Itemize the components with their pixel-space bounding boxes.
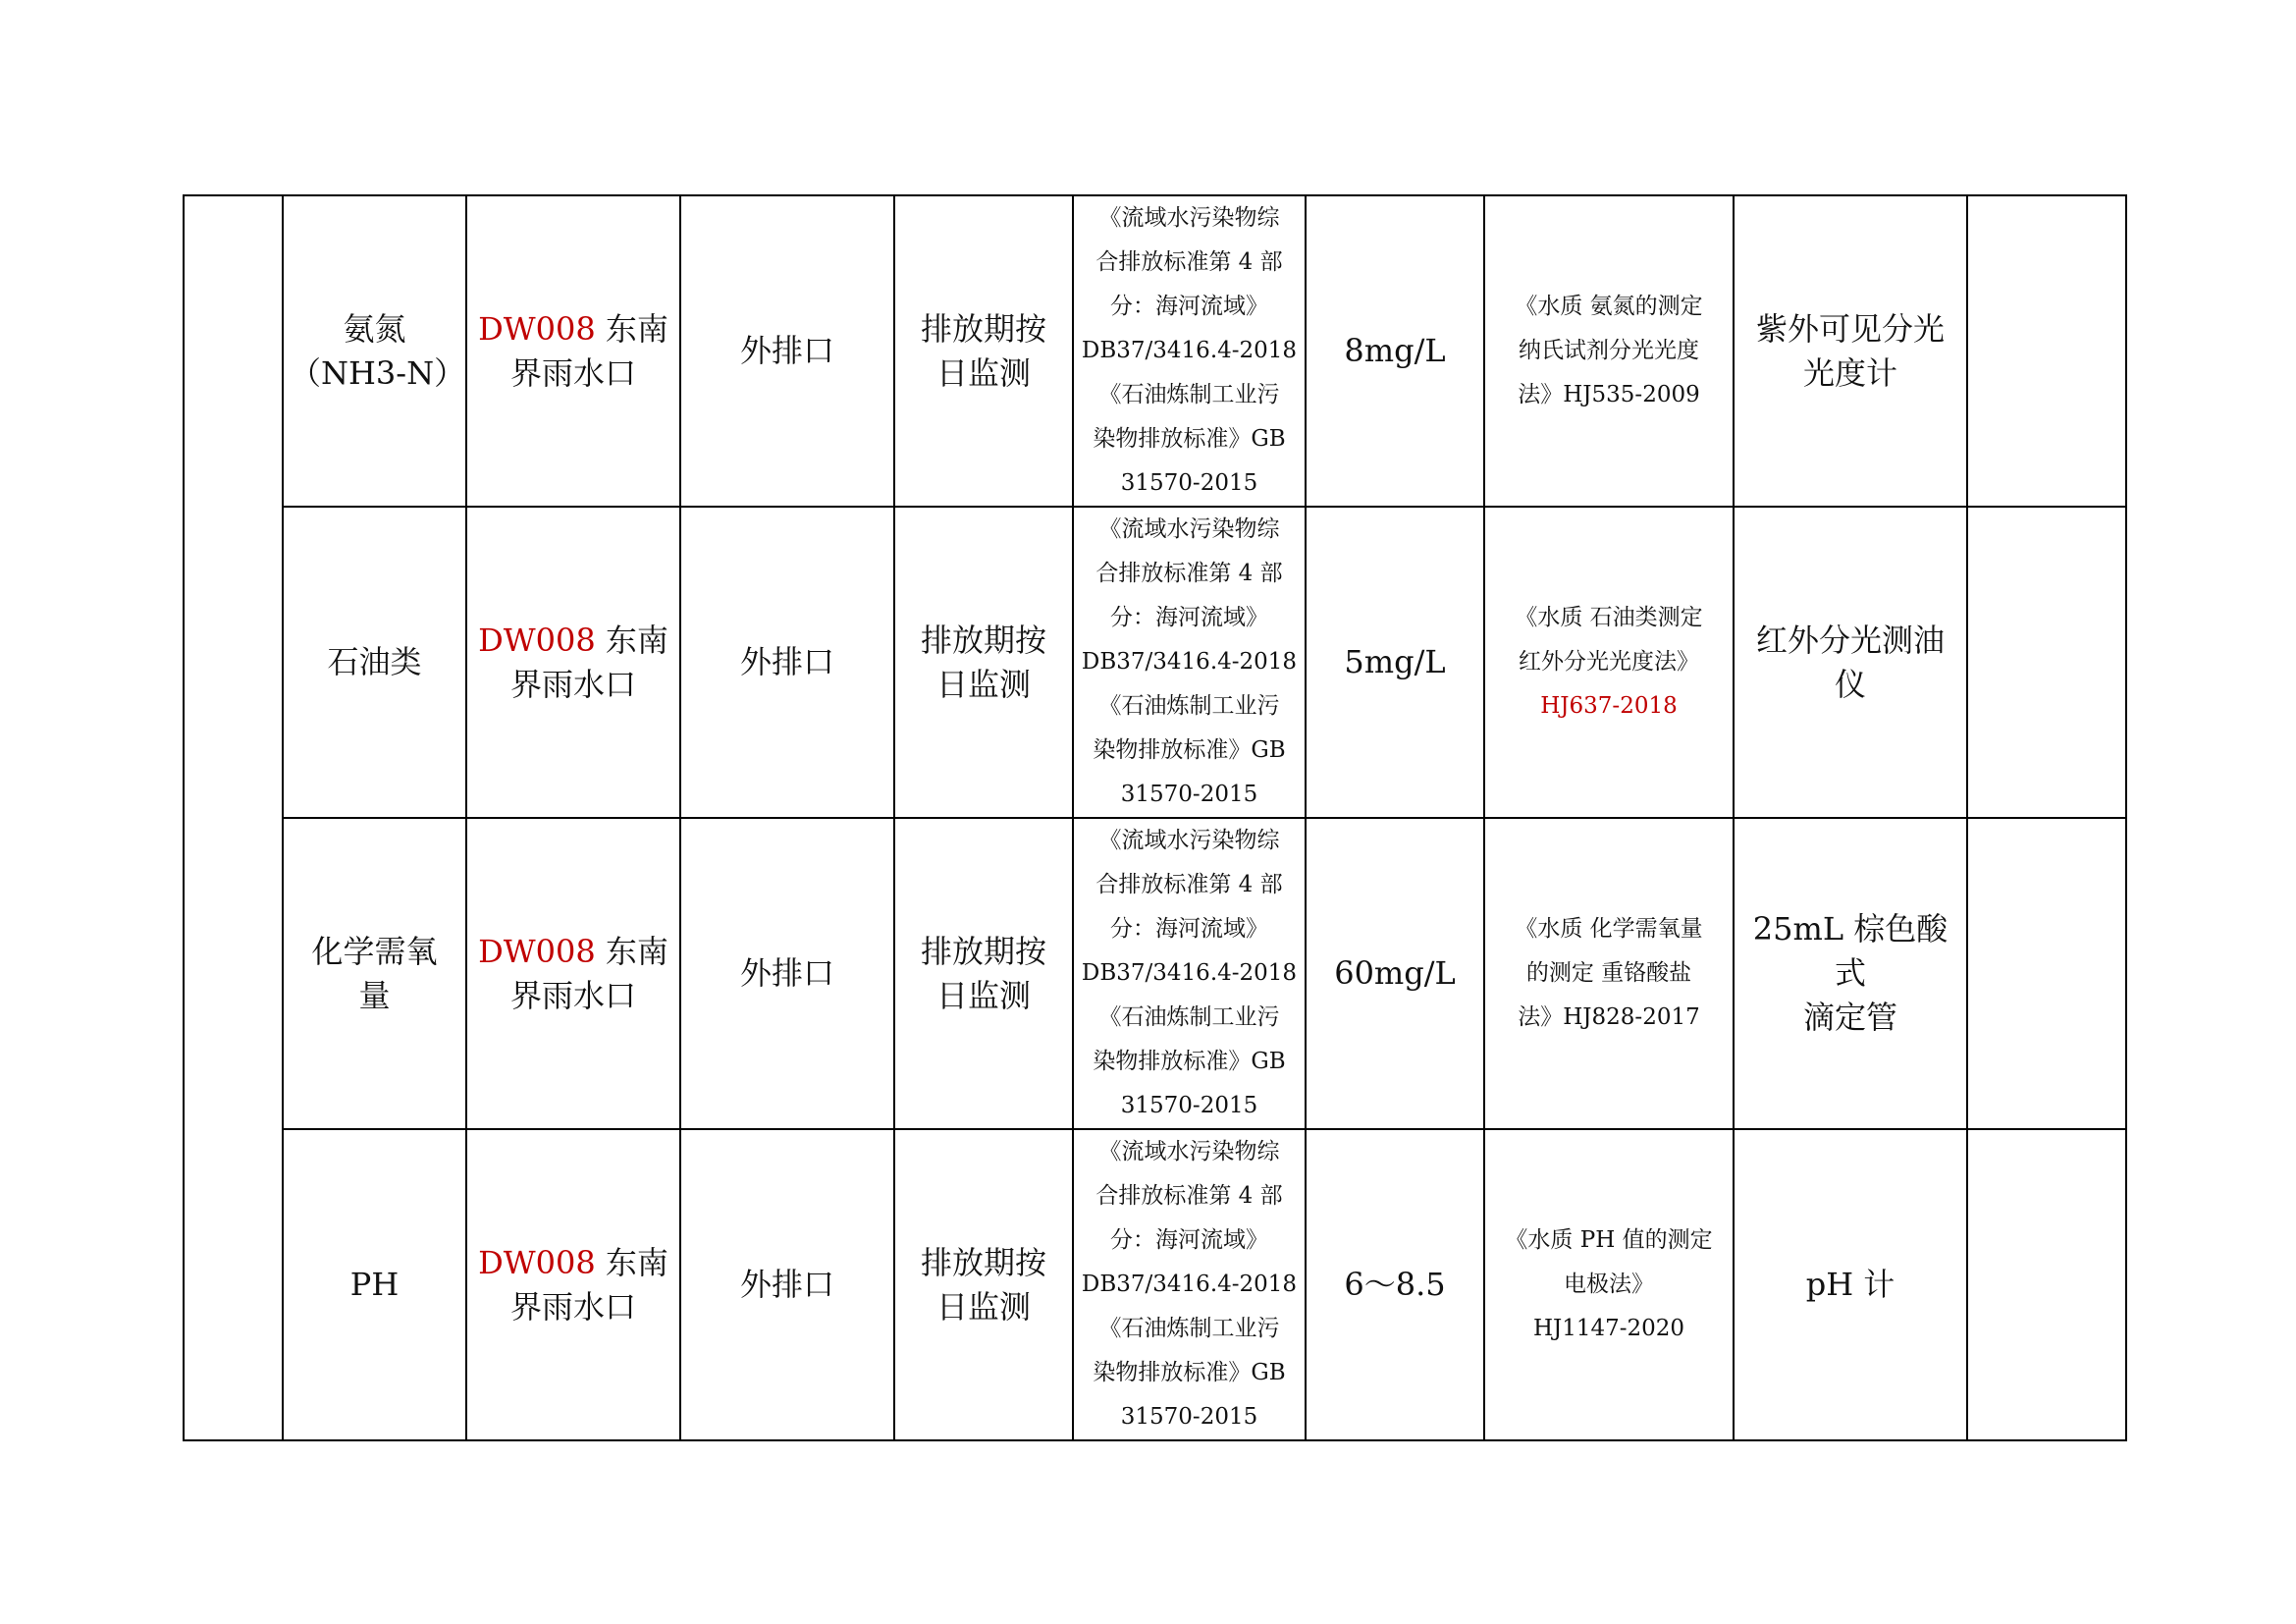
standard-cell: 《流域水污染物综 合排放标准第 4 部 分：海河流域》 DB37/3416.4-2018 《石油炼制工业污 染物排放标准》GB 31570-2015 — [1073, 1129, 1306, 1440]
outlet-code: DW008 — [478, 932, 596, 970]
limit-cell: 60mg/L — [1306, 818, 1484, 1129]
merged-left-cell — [184, 195, 283, 1440]
outlet-type-cell: 外排口 — [680, 1129, 894, 1440]
standard-cell: 《流域水污染物综 合排放标准第 4 部 分：海河流域》 DB37/3416.4-2018 《石油炼制工业污 染物排放标准》GB 31570-2015 — [1073, 507, 1306, 818]
outlet-cell: DW008 东南 界雨水口 — [466, 507, 680, 818]
outlet-type-cell: 外排口 — [680, 507, 894, 818]
standard-cell: 《流域水污染物综 合排放标准第 4 部 分：海河流域》 DB37/3416.4-2018 《石油炼制工业污 染物排放标准》GB 31570-2015 — [1073, 195, 1306, 507]
table-row — [184, 1129, 2126, 1440]
outlet-code: DW008 — [478, 1243, 596, 1281]
outlet-code: DW008 — [478, 621, 596, 659]
remarks-cell — [1967, 507, 2126, 818]
pollutant-cell: PH — [283, 1129, 466, 1440]
pollutant-cell: 氨氮 （NH3-N） — [283, 195, 466, 507]
outlet-cell: DW008 东南 界雨水口 — [466, 1129, 680, 1440]
limit-cell: 6～8.5 — [1306, 1129, 1484, 1440]
remarks-cell — [1967, 818, 2126, 1129]
instrument-cell: pH 计 — [1734, 1129, 1967, 1440]
remarks-cell — [1967, 195, 2126, 507]
remarks-cell — [1967, 1129, 2126, 1440]
frequency-cell: 排放期按 日监测 — [894, 507, 1073, 818]
limit-cell: 5mg/L — [1306, 507, 1484, 818]
limit-cell: 8mg/L — [1306, 195, 1484, 507]
outlet-code: DW008 — [478, 309, 596, 348]
outlet-cell: DW008 东南 界雨水口 — [466, 195, 680, 507]
standard-cell: 《流域水污染物综 合排放标准第 4 部 分：海河流域》 DB37/3416.4-2018 《石油炼制工业污 染物排放标准》GB 31570-2015 — [1073, 818, 1306, 1129]
pollutant-cell: 化学需氧 量 — [283, 818, 466, 1129]
table-row — [184, 507, 2126, 818]
table-row — [184, 195, 2126, 507]
instrument-cell: 红外分光测油 仪 — [1734, 507, 1967, 818]
method-cell: 《水质 化学需氧量 的测定 重铬酸盐 法》HJ828-2017 — [1484, 818, 1734, 1129]
pollutant-cell: 石油类 — [283, 507, 466, 818]
method-cell: 《水质 PH 值的测定 电极法》 HJ1147-2020 — [1484, 1129, 1734, 1440]
outlet-cell: DW008 东南 界雨水口 — [466, 818, 680, 1129]
method-cell: 《水质 氨氮的测定 纳氏试剂分光光度 法》HJ535-2009 — [1484, 195, 1734, 507]
frequency-cell: 排放期按 日监测 — [894, 818, 1073, 1129]
table-row — [184, 818, 2126, 1129]
outlet-type-cell: 外排口 — [680, 195, 894, 507]
monitoring-table — [183, 194, 2127, 1441]
method-cell: 《水质 石油类测定 红外分光光度法》 HJ637-2018 — [1484, 507, 1734, 818]
frequency-cell: 排放期按 日监测 — [894, 1129, 1073, 1440]
instrument-cell: 紫外可见分光 光度计 — [1734, 195, 1967, 507]
outlet-type-cell: 外排口 — [680, 818, 894, 1129]
frequency-cell: 排放期按 日监测 — [894, 195, 1073, 507]
instrument-cell: 25mL 棕色酸式 滴定管 — [1734, 818, 1967, 1129]
method-code-highlight: HJ637-2018 — [1540, 693, 1678, 719]
